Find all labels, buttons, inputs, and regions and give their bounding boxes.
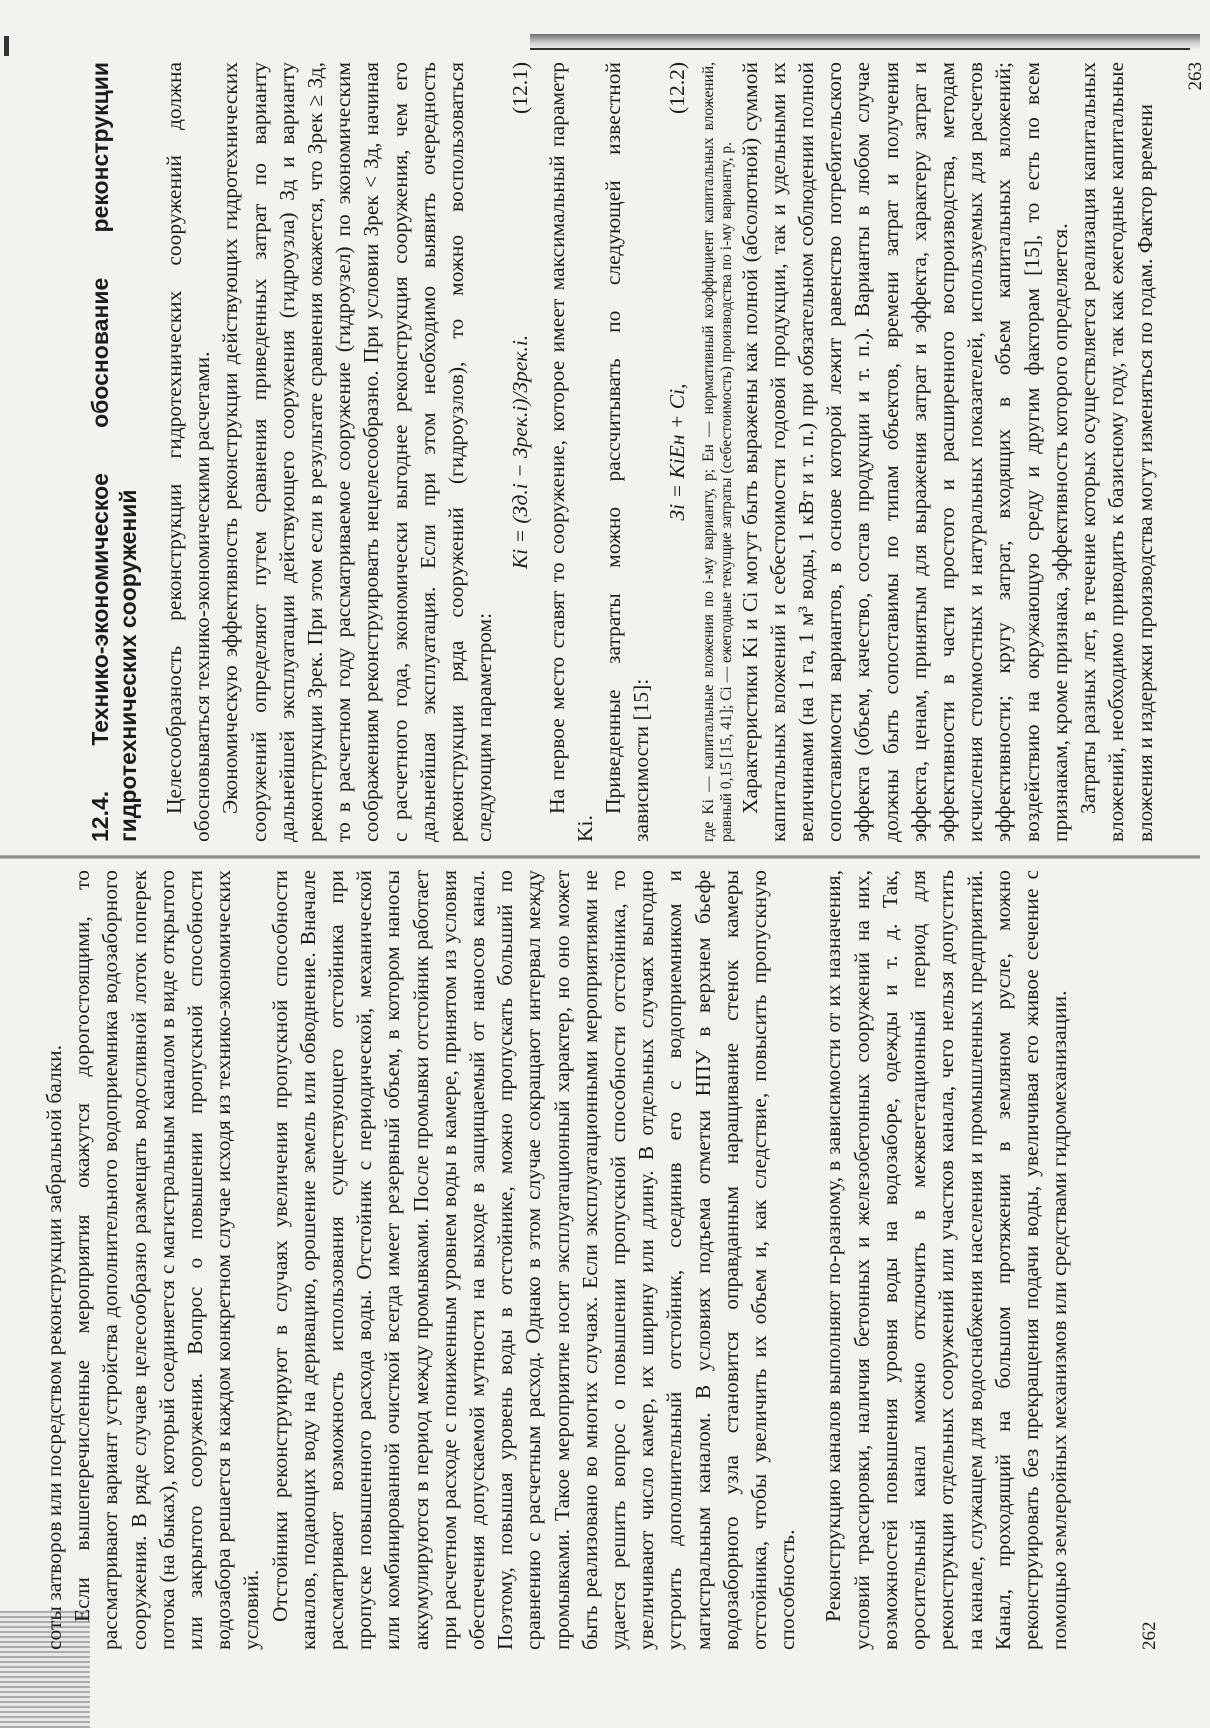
- scan-mark: [4, 36, 9, 56]
- page-number: 263: [1184, 62, 1206, 91]
- paragraph-3: Реконструкцию каналов выполняют по-разному, в зависимости от их назначения, условий трассировки, наличия бетонных и железобетонных сооружений на них, возможностей повышения уровня воды на водозаборе, одежды и т. д. Так, оросительный канал можно отключить в межвегетационный период для реконструкции отдельных сооружений или участков канала, чего нельзя допустить на канале, служащем для водоснабжения населения и промышленных предприятий. Канал, проходящий на большом протяжении в земляном русле, можно реконструировать без прекращения подачи воды, увеличивая его живое сечение с помощью землеройных механизмов или средствами гидромеханизации.: [821, 870, 1072, 1650]
- formula-body: Ki = (Зд.i − Зрек.i)/Зрек.i.: [508, 334, 533, 570]
- formula-12-1: [506, 62, 534, 842]
- paragraph-2: Экономическую эффективность реконструкции действующих гидротехнических сооружений определяют путем сравнения приведенных затрат по варианту дальнейшей эксплуатации действующего сооружения (гидроузла) Зд и варианту реконструкции Зрек. При этом если в результате сравнения окажется, что Зрек ≥ Зд, то в расчетном году рассматриваемое сооружение (гидроузел) по экономическим соображениям реконструировать нецелесообразно. При условии Зрек < Зд, начиная с расчетного года, экономически выгоднее реконструкция сооружения, чем его дальнейшая эксплуатация. Если при этом необходимо выявить очередность реконструкции ряда сооружений (гидроузлов), то можно воспользоваться следующим параметром:: [218, 62, 497, 842]
- formula-body: Зi = KiEн + Ci,: [665, 383, 690, 521]
- paragraph-6: Затраты разных лет, в течение которых осуществляется реализация капитальных вложений, необходимо приводить к базисному году, так как ежегодные капитальные вложения и издержки производства могут изменяться по годам. Фактор времени: [1076, 62, 1157, 842]
- equation-number: (12.2): [665, 62, 690, 114]
- paragraph-intro: соты затворов или посредством реконструкции забральной балки.: [42, 1044, 66, 1650]
- paragraph-5: Характеристики Ki и Ci могут быть выражены как полной (абсолютной) суммой капитальных вложений и себестоимости годовой продукции, так и удельными их величинами (на 1 га, 1 м³ воды, 1 кВт и т. п.) при обязательном соблюдении полной сопоставимости вариантов, в основе которой лежит равенство потребительского эффекта (объем, качество, состав продукции и т. п.). Варианты в любом случае должны быть сопоставимы по типам объектов, времени затрат и получения эффекта, ценам, принятым для выражения затрат и эффекта, характеру затрат и эффективности в части простого и расширенного воспроизводства, методам исчисления стоимостных и натуральных показателей, используемых для расчетов эффективности; кругу затрат, входящих в объем капитальных вложений; воздействию на окружающую среду и другим факторам [15], то есть по всем признакам, кроме признака, эффективность которого определяется.: [737, 62, 1072, 842]
- page-262: [40, 870, 1160, 1650]
- formula-legend: где Ki — капитальные вложения по i-му варианту, р; Eн — нормативный коэффициент капитальных вложений, равный 0,15 [15, 41]; Ci — ежегодные текущие затраты (себестоимость) производства по i-му варианту, р.: [699, 62, 735, 842]
- top-rule: [530, 48, 1190, 50]
- paragraph-1: Целесообразность реконструкции гидротехнических сооружений должна обосновываться технико-экономическими расчетами.: [162, 62, 215, 842]
- formula-12-2: [663, 62, 691, 842]
- page-263: [86, 62, 1206, 842]
- equation-number: (12.1): [508, 62, 533, 114]
- book-fold: [0, 855, 1200, 859]
- section-heading: 12.4. Технико-экономическое обоснование реконструкции гидротехнических сооружений: [87, 62, 141, 842]
- paragraph-2: Отстойники реконструируют в случаях увеличения пропускной способности каналов, подающих воду на деривацию, орошение земель или обводнение. Вначале рассматривают возможность использования существующего отстойника при пропуске повышенного расхода воды. Отстойник с периодической, механической или комбинированной очисткой всегда имеет резервный объем, в котором наносы аккумулируются в период между промывками. После промывки отстойник работает при расчетном расходе с пониженным уровнем воды в камере, принятом из условия обеспечения допускаемой мутности на выходе в защищаемый от наносов канал. Поэтому, повышая уровень воды в отстойнике, можно пропускать больший по сравнению с расчетным расход. Однако в этом случае сокращают интервал между промывками. Такое мероприятие носит эксплуатационный характер, но оно может быть реализовано во многих случаях. Если эксплуатационными мероприятиями не удается решить вопрос о повышении пропускной способности отстойника, то увеличивают число камер, их ширину или длину. В отдельных случаях выгодно устроить дополнительный отстойник, соединив его с водоприемником и магистральным каналом. В условиях подъема отметки НПУ в верхнем бьефе водозаборного узла становится оправданным наращивание стенок камеры отстойника, чтобы увеличить их объем и, как следствие, повысить пропускную способность.: [267, 870, 800, 1650]
- paragraph-1: Если вышеперечисленные мероприятия окажутся дорогостоящими, то рассматривают вариант устройства дополнительного водоприемника водозаборного сооружения. В ряде случаев целесообразно размещать водосливной лоток поперек потока (на быках), который соединяется с магистральным каналом в виде открытого или закрытого сооружения. Вопрос о повышении пропускной способности водозабора решается в каждом конкретном случае исходя из технико-экономических условий.: [70, 870, 264, 1650]
- paragraph-3: На первое место ставят то сооружение, которое имеет максимальный параметр Ki.: [544, 62, 597, 842]
- page-number: 262: [1138, 1621, 1160, 1650]
- paragraph-4: Приведенные затраты можно рассчитывать по следующей известной зависимости [15]:: [601, 62, 654, 842]
